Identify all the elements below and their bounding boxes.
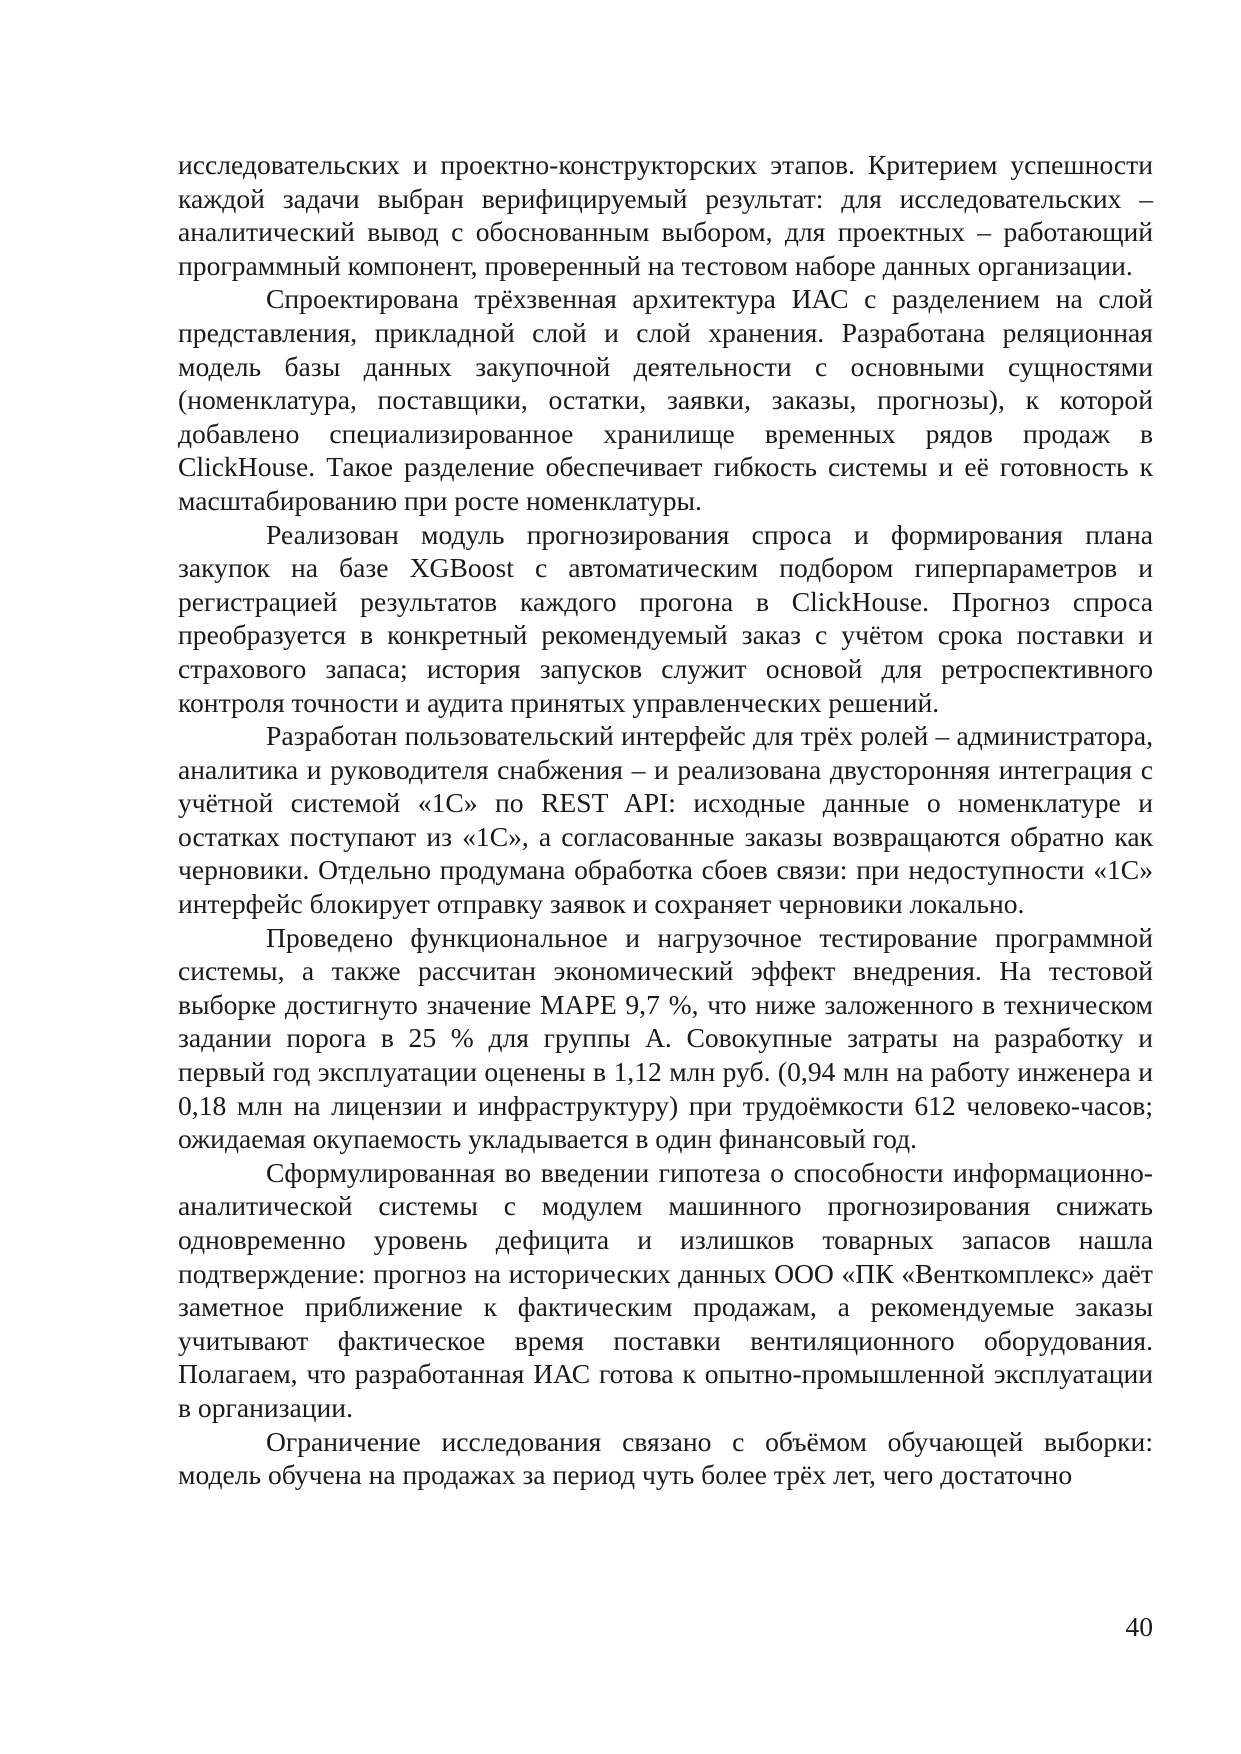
paragraph-forecast-module: Реализован модуль прогнозирования спроса и формирования плана закупок на базе XGBoost с автоматическим подбором гиперпараметров и регистрацией результатов каждого прогона в ClickHouse. Прогноз спроса преобразуется в конкретный рекомендуемый заказ с учётом срока поставки и страхового запаса; история запусков служит основой для ретроспективного контроля точности и аудита принятых управленческих решений. — [178, 518, 1153, 718]
paragraph-continued: исследовательских и проектно-конструкторских этапов. Критерием успешности каждой задачи выбран верифицируемый результат: для исследовательских – аналитический вывод с обоснованным выбором, для проектных – работающий программный компонент, проверенный на тестовом наборе данных организации. — [178, 149, 1153, 281]
paragraph-testing: Проведено функциональное и нагрузочное тестирование программной системы, а также рассчитан экономический эффект внедрения. На тестовой выборке достигнуто значение MAPE 9,7 %, что ниже заложенного в техническом задании порога в 25 % для группы А. Совокупные затраты на разработку и первый год эксплуатации оценены в 1,12 млн руб. (0,94 млн на работу инженера и 0,18 млн на лицензии и инфраструктуру) при трудоёмкости 612 человеко-часов; ожидаемая окупаемость укладывается в один финансовый год. — [178, 921, 1153, 1155]
paragraph-hypothesis: Сформулированная во введении гипотеза о способности информационно-аналитической системы с модулем машинного прогнозирования снижать одновременно уровень дефицита и излишков товарных запасов нашла подтверждение: прогноз на исторических данных ООО «ПК «Венткомплекс» даёт заметное приближение к фактическим продажам, а рекомендуемые заказы учитывают фактическое время поставки вентиляционного оборудования. Полагаем, что разработанная ИАС готова к опытно-промышленной эксплуатации в организации. — [178, 1156, 1153, 1423]
paragraph-limitation: Ограничение исследования связано с объёмом обучающей выборки: модель обучена на продажах за период чуть более трёх лет, чего достаточно — [178, 1425, 1153, 1491]
paragraph-interface: Разработан пользовательский интерфейс для трёх ролей – администратора, аналитика и руководителя снабжения – и реализована двусторонняя интеграция с учётной системой «1С» по REST API: исходные данные о номенклатуре и остатках поступают из «1С», а согласованные заказы возвращаются обратно как черновики. Отдельно продумана обработка сбоев связи: при недоступности «1С» интерфейс блокирует отправку заявок и сохраняет черновики локально. — [178, 720, 1153, 920]
paragraph-architecture: Спроектирована трёхзвенная архитектура ИАС с разделением на слой представления, прикладной слой и слой хранения. Разработана реляционная модель базы данных закупочной деятельности с основными сущностями (номенклатура, поставщики, остатки, заявки, заказы, прогнозы), к которой добавлено специализированное хранилище временных рядов продаж в ClickHouse. Такое разделение обеспечивает гибкость системы и её готовность к масштабированию при росте номенклатуры. — [178, 283, 1153, 516]
text-body — [178, 148, 1153, 1492]
page-number: 40 — [1125, 1611, 1153, 1642]
